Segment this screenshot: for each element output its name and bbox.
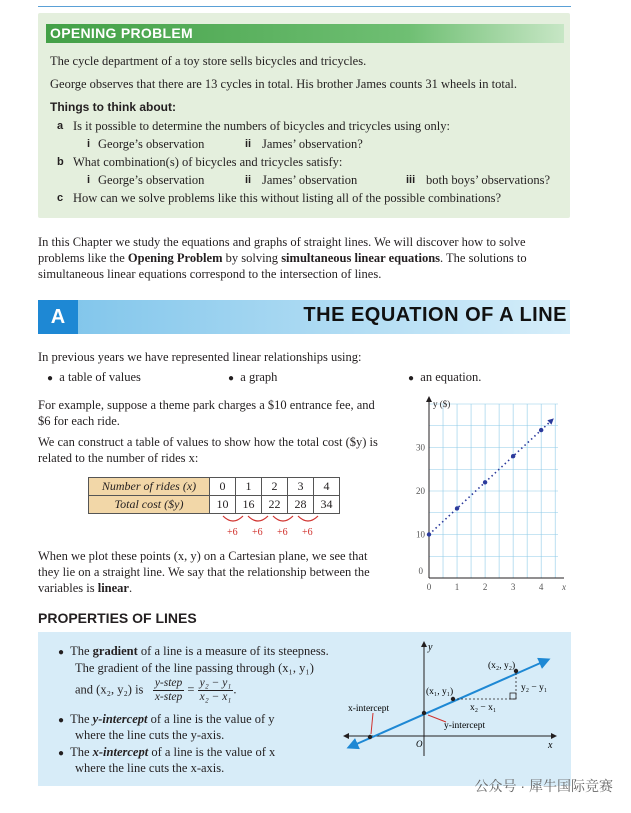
watermark: 公众号 · 犀牛国际竞赛 (474, 778, 613, 794)
chart-x-tick: 4 (538, 582, 544, 592)
opening-problem-title (46, 24, 564, 43)
q-b-ii: James’ observation (262, 173, 358, 187)
example-line-1: For example, suppose a theme park charges a $10 entrance fee, and (38, 398, 375, 412)
plot-text-1: When we plot these points (x, y) on a Cartesian plane, we see that (38, 549, 368, 563)
y-intercept-line-1: ● The y-intercept of a line is the value of y (58, 712, 275, 726)
cost-chart (400, 392, 572, 598)
gradient-line-3: and (x₂, y₂) is $\frac{\text{y-step}}{\text{x-step}}$ = $\frac{\text{y₂ − y₁}}{\text{x₂ − x₁}}$ . (75, 677, 237, 703)
chart-x-tick: 2 (482, 582, 488, 592)
difference-label: +6 (227, 527, 238, 538)
think-heading: Things to think about: (50, 100, 176, 114)
prev-years-text: In previous years we have represented linear relationships using: (38, 350, 362, 364)
section-title: THE EQUATION OF A LINE (303, 304, 567, 326)
q-a-ii-label: ii (245, 138, 252, 150)
y-cell: 34 (314, 496, 340, 514)
q-b-i: George’s observation (98, 173, 205, 187)
x-intercept-label: x-intercept (348, 704, 390, 714)
section-letter: A (38, 300, 78, 334)
chart-x-tick: 1 (454, 582, 460, 592)
chart-x-tick: 3 (510, 582, 516, 592)
top-rule (38, 6, 571, 7)
x-cell: 0 (210, 478, 236, 496)
chart-x-label: x (562, 582, 566, 592)
example-line-2: $6 for each ride. (38, 414, 120, 428)
point-1-label: (x₁, y₁) (426, 687, 454, 697)
diagram-x-label: x (548, 740, 553, 751)
q-a-text: Is it possible to determine the numbers of bicycles and tricycles using only: (73, 119, 451, 133)
q-b-iii: both boys’ observations? (426, 173, 551, 187)
intro-line-2: problems like the Opening Problem by solving simultaneous linear equations. The solutions to (38, 251, 527, 265)
opening-problem-title-text: OPENING PROBLEM (50, 25, 193, 41)
chart-point (427, 532, 431, 536)
q-c-letter: c (57, 192, 64, 204)
chart-y-tick: 20 (416, 486, 425, 496)
coordinate-fraction: $\frac{\text{y₂ − y₁}}{\text{x₂ − x₁}}$ (199, 677, 232, 703)
chart-y-tick: 10 (416, 529, 425, 540)
y-intercept-point (422, 711, 426, 715)
q-a-i-label: i (87, 138, 91, 150)
x-cell: 2 (262, 478, 288, 496)
x-intercept-line-2: where the line cuts the x-axis. (75, 761, 225, 775)
x-cell: 1 (236, 478, 262, 496)
row-label-x: Number of rides (x) (89, 478, 210, 496)
y-cell: 16 (236, 496, 262, 514)
bullet-3: ● an equation. (408, 370, 482, 384)
chart-point (539, 428, 543, 432)
diagram-y-label: y (428, 642, 433, 653)
chart-y-arrow (426, 396, 432, 402)
op-paragraph-1: The cycle department of a toy store sells bicycles and tricycles. (50, 54, 367, 68)
run-label: x₂ − x₁ (470, 703, 497, 713)
q-a-letter: a (57, 120, 64, 132)
y-cell: 28 (288, 496, 314, 514)
x-intercept-pointer (371, 713, 373, 734)
q-b-iii-label: iii (406, 174, 416, 186)
x-intercept-point (368, 735, 372, 739)
line-properties-diagram (340, 638, 570, 758)
chart-point (455, 506, 459, 510)
gradient-line-2: The gradient of the line passing through (x₁, y₁) (75, 661, 314, 675)
bullet-2: ● a graph (228, 370, 278, 384)
q-a-ii: James’ observation? (262, 137, 363, 151)
right-angle (510, 693, 516, 699)
chart-point (511, 454, 515, 458)
chart-x-tick: 0 (426, 582, 432, 592)
plot-text-2: they lie on a straight line. We say that the relationship between the (38, 565, 370, 579)
q-b-letter: b (57, 156, 64, 168)
q-b-text: What combination(s) of bicycles and tricycles satisfy: (73, 155, 343, 169)
y-intercept-label: y-intercept (444, 721, 486, 731)
x-intercept-line-1: ● The x-intercept of a line is the value of x (58, 745, 276, 759)
chart-point (483, 480, 487, 484)
y-cell: 22 (262, 496, 288, 514)
point-2-label: (x₂, y₂) (488, 661, 516, 671)
properties-heading: PROPERTIES OF LINES (38, 610, 197, 626)
table-intro-1: We can construct a table of values to show how the total cost ($y) is (38, 435, 378, 449)
difference-label: +6 (252, 527, 263, 538)
values-table (88, 477, 340, 514)
q-a-i: George’s observation (98, 137, 205, 151)
plot-text-3: variables is linear. (38, 581, 133, 595)
table-row (89, 478, 340, 496)
chart-y-zero: 0 (418, 566, 423, 576)
intro-line-3: simultaneous linear equations correspond to the intersection of lines. (38, 267, 382, 281)
x-cell: 3 (288, 478, 314, 496)
y-intercept-line-2: where the line cuts the y-axis. (75, 728, 225, 742)
table-intro-2: related to the number of rides x: (38, 451, 199, 465)
point-1 (451, 697, 455, 701)
row-label-y: Total cost ($y) (89, 496, 210, 514)
intro-line-1: In this Chapter we study the equations and graphs of straight lines. We will discover how to solve (38, 235, 526, 249)
q-c-text: How can we solve problems like this without listing all of the possible combinations? (73, 191, 502, 205)
q-b-i-label: i (87, 174, 91, 186)
rise-label: y₂ − y₁ (521, 683, 548, 693)
origin-label: O (416, 739, 423, 749)
op-paragraph-2: George observes that there are 13 cycles in total. His brother James counts 31 wheels in total. (50, 77, 517, 91)
y-cell: 10 (210, 496, 236, 514)
difference-label: +6 (302, 527, 313, 538)
difference-arrows (215, 514, 345, 528)
gradient-line-1: ● The gradient of a line is a measure of its steepness. (58, 644, 329, 658)
table-row (89, 496, 340, 514)
chart-y-tick: 30 (416, 442, 425, 453)
x-cell: 4 (314, 478, 340, 496)
difference-label: +6 (277, 527, 288, 538)
q-b-ii-label: ii (245, 174, 252, 186)
chart-y-label: y ($) (433, 399, 451, 409)
step-fraction: $\frac{\text{y-step}}{\text{x-step}}$ (154, 677, 183, 703)
chart-series-line (429, 418, 554, 534)
bullet-1: ● a table of values (47, 370, 141, 384)
